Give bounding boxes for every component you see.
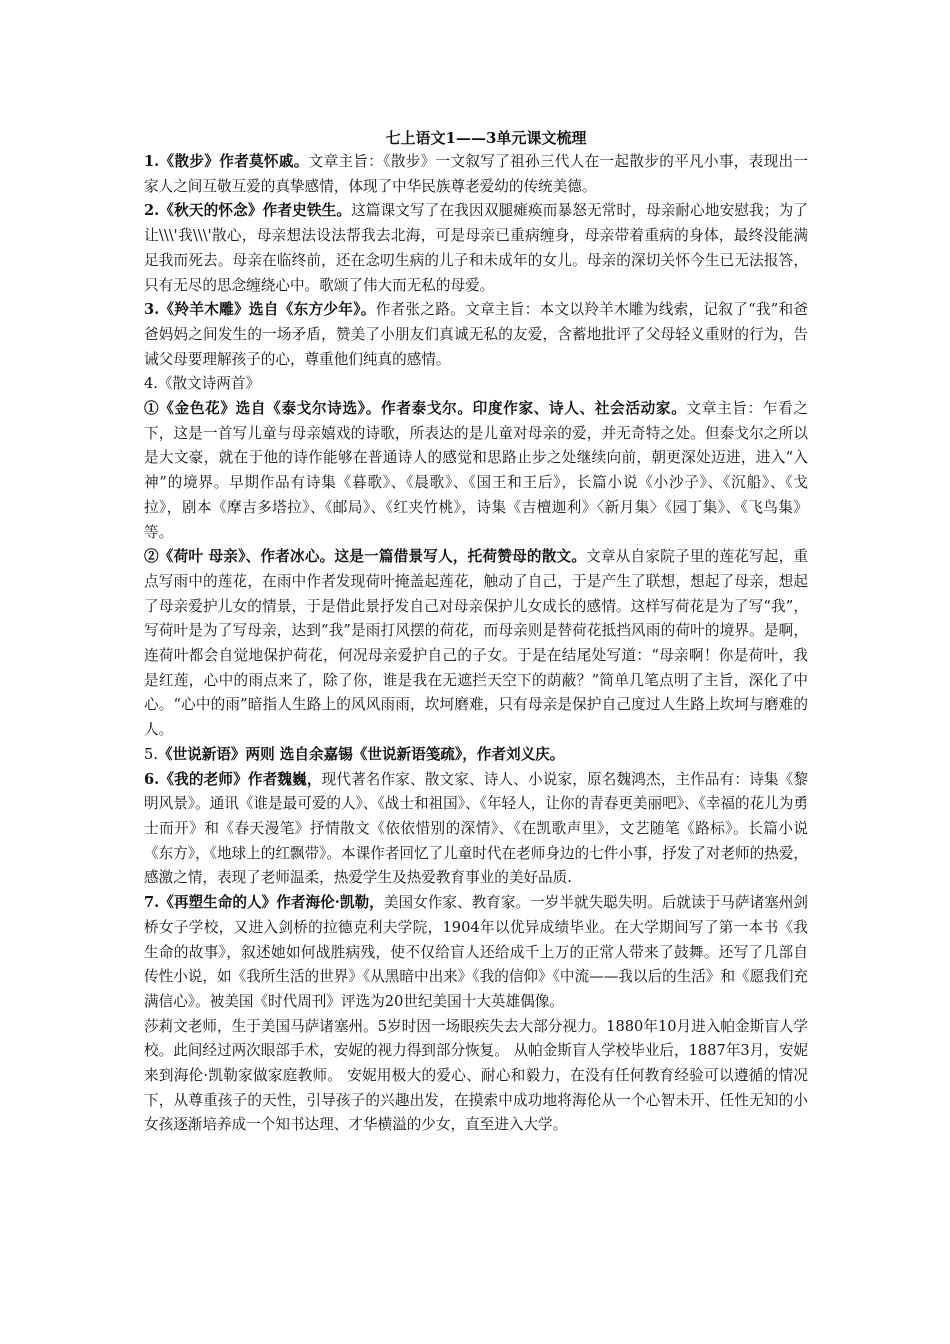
para-8-body: 莎莉文老师，生于美国马萨诸塞州。5岁时因一场眼疾失去大部分视力。1880年10月进入帕金斯盲人学校。此间经过两次眼部手术，安妮的视力得到部分恢复。 从帕金斯盲人学校毕业后，1887年3月，安妮来到海伦·凯勒家做家庭教师。 安妮用极大的爱心、耐心和毅力，在没有任何教育经验可以遵循的情况下，从尊重孩子的天性，引导孩子的兴趣出发，在摸索中成功地将海伦从一个心智未开、任性无知的小女孩逐渐培养成一个知书达理、才华横溢的少女，直至进入大学。 (144, 1017, 809, 1134)
para-4-body: 4.《散文诗两首》 (144, 375, 261, 393)
para-6-body: 现代著名作家、散文家、诗人、小说家，原名魏鸿杰，主作品有：诗集《黎明风景》。通讯《谁是最可爱的人》、《战士和祖国》、《年轻人，让你的青春更美丽吧》、《幸福的花儿为勇士而开》和《春天漫笔》抒情散文《依依惜别的深情》、《在凯歌声里》，文艺随笔《路标》。长篇小说《东方》，《地球上的红飘带》。本课作者回忆了儿童时代在老师身边的七件小事，抒发了对老师的热爱，感激之情，表现了老师温柔，热爱学生及热爱教育事业的美好品质. (144, 770, 809, 887)
para-6-heading: 6.《我的老师》作者魏巍， (144, 770, 322, 788)
paragraph-2 (144, 199, 808, 298)
para-5-number: 5. (144, 745, 158, 763)
paragraph-1 (144, 150, 808, 199)
para-2-body: 这篇课文写了在我因双腿瘫痪而暴怒无常时，母亲耐心地安慰我；为了让\\\'我\\\'散心，母亲想法设法帮我去北海，可是母亲已重病缠身，母亲带着重病的身体，最终没能满足我而死去。母亲在临终前，还在念叨生病的儿子和未成年的女儿。母亲的深切关怀今生已无法报答，只有无尽的思念缠绕心中。歌颂了伟大而无私的母爱。 (144, 202, 808, 294)
document-page (144, 126, 808, 1138)
para-2-heading: 2.《秋天的怀念》作者史铁生。 (144, 202, 352, 220)
paragraph-4 (144, 372, 808, 397)
para-4b-heading: ②《荷叶 母亲》、作者冰心。这是一篇借景写人，托荷赞母的散文。 (144, 548, 587, 566)
paragraph-8 (144, 1015, 808, 1139)
para-3-body: 作者张之路。文章主旨：本文以羚羊木雕为线索，记叙了“我”和爸爸妈妈之间发生的一场矛盾，赞美了小朋友们真诚无私的友爱，含蓄地批评了父母轻义重财的行为，告诫父母要理解孩子的心，尊重他们纯真的感情。 (144, 301, 808, 368)
para-4a-body: 文章主旨：乍看之下，这是一首写儿童与母亲嬉戏的诗歌，所表达的是儿童对母亲的爱，并无奇特之处。但泰戈尔之所以是大文豪，就在于他的诗作能够在普通诗人的感觉和思路止步之处继续向前，朝更深处迈进，进入“入神”的境界。早期作品有诗集《暮歌》、《晨歌》、《国王和王后》，长篇小说《小沙子》、《沉船》、《戈拉》，剧本《摩吉多塔拉》、《邮局》、《红夹竹桃》，诗集《吉檀迦利》〈新月集〉《园丁集》、《飞鸟集》等。 (144, 400, 808, 541)
para-7-body: 美国女作家、教育家。一岁半就失聪失明。后就读于马萨诸塞州剑桥女子学校，又进入剑桥的拉德克利夫学院，1904年以优异成绩毕业。在大学期间写了第一本书《我生命的故事》，叙述她如何战胜病残，使不仅给盲人还给成千上万的正常人带来了鼓舞。还写了几部自传性小说，如《我所生活的世界》《从黑暗中出来》《我的信仰》《中流——我以后的生活》和《愿我们充满信心》。被美国《时代周刊》评选为20世纪美国十大英雄偶像。 (144, 894, 809, 1010)
para-4a-heading: ①《金色花》选自《泰戈尔诗选》。作者泰戈尔。印度作家、诗人、社会活动家。 (144, 400, 687, 418)
document-title: 七上语文1——3单元课文梳理 (385, 129, 587, 147)
para-4b-body: 文章从自家院子里的莲花写起，重点写雨中的莲花，在雨中作者发现荷叶掩盖起莲花，触动了自己，于是产生了联想，想起了母亲，想起了母亲爱护儿女的情景，于是借此景抒发自己对母亲保护儿女成长的感情。这样写荷花是为了写“我”，写荷叶是为了写母亲，达到“我”是雨打风摆的荷花，而母亲则是替荷花抵挡风雨的荷叶的境界。是啊，连荷叶都会自觉地保护荷花，何况母亲爱护自己的子女。于是在结尾处写道：“母亲啊！你是荷叶，我是红莲，心中的雨点来了，除了你，谁是我在无遮拦天空下的荫蔽？”简单几笔点明了主旨，深化了中心。“心中的雨”暗指人生路上的风风雨雨，坎坷磨难，只有母亲是保护自己度过人生路上坎坷与磨难的人。 (144, 548, 808, 739)
para-1-heading: 1.《散步》作者莫怀戚。 (144, 153, 309, 170)
paragraph-7 (144, 891, 808, 1015)
paragraph-5 (144, 743, 808, 768)
paragraph-4b (144, 545, 808, 743)
para-1-body: 文章主旨：《散步》一文叙写了祖孙三代人在一起散步的平凡小事，表现出一家人之间互敬互爱的真挚感情，体现了中华民族尊老爱幼的传统美德。 (144, 153, 808, 195)
paragraph-4a (144, 397, 808, 545)
paragraph-6 (144, 768, 808, 892)
para-7-heading: 7.《再塑生命的人》作者海伦·凯勒， (144, 894, 384, 912)
paragraph-3 (144, 298, 808, 372)
para-5-heading: 《世说新语》两则 选自余嘉锡《世说新语笺疏》，作者刘义庆。 (157, 745, 565, 763)
para-3-heading: 3.《羚羊木雕》选自《东方少年》。 (144, 301, 376, 319)
